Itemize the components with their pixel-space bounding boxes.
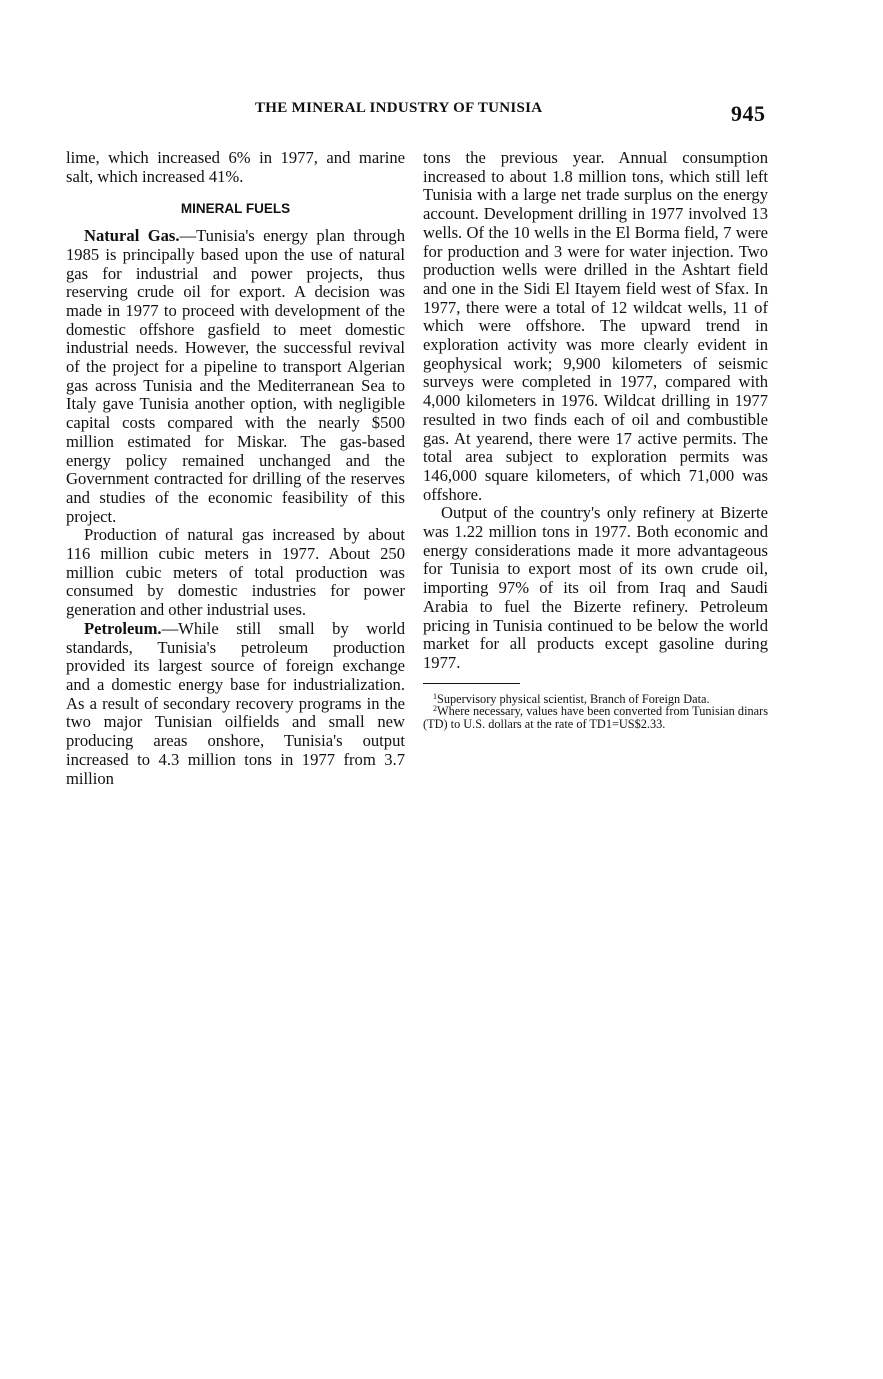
footnote-2-mark: 2 [433, 704, 437, 714]
footnote-2 [423, 705, 768, 730]
right-column [423, 149, 768, 730]
intro-paragraph: lime, which increased 6% in 1977, and marine salt, which increased 41%. [66, 148, 405, 186]
footnote-2-text: Where necessary, values have been converted from Tunisian dinars (TD) to U.S. dollars at the rate of TD1=US$2.33. [423, 704, 768, 731]
natural-gas-paragraph [66, 227, 405, 526]
petroleum-body: —While still small by world standards, Tunisia's petroleum production provided its largest source of foreign exchange and a domestic energy base for industrialization. As a result of secondary recovery programs in the two major Tunisian oilfields and small new producing areas onshore, Tunisia's output increased to 4.3 million tons in 1977 from 3.7 million [66, 618, 405, 788]
running-head: THE MINERAL INDUSTRY OF TUNISIA [255, 100, 543, 116]
page-number: 945 [731, 101, 766, 126]
left-column [66, 149, 405, 788]
petroleum-paragraph [66, 620, 405, 788]
continued-paragraph: tons the previous year. Annual consumption increased to about 1.8 million tons, which still left Tunisia with a large net trade surplus on the energy account. Development drilling in 1977 involved 13 wells. Of the 10 wells in the El Borma field, 7 were for production and 3 were for water injection. Two production wells were drilled in the Ashtart field and one in the Sidi El Itayem field west of Sfax. In 1977, there were a total of 12 wildcat wells, 11 of which were offshore. The upward trend in exploration activity was more clearly evident in geophysical work; 9,900 kilometers of seismic surveys were completed in 1977, compared with 4,000 kilometers in 1976. Wildcat drilling in 1977 resulted in two finds each of oil and combustible gas. At yearend, there were 17 active permits. The total area subject to exploration permits was 146,000 square kilometers, of which 71,000 was offshore. [423, 148, 768, 504]
natural-gas-runin: Natural Gas. [84, 226, 180, 246]
footnote-1-text: Supervisory physical scientist, Branch of Foreign Data. [437, 691, 710, 706]
petroleum-runin: Petroleum. [84, 618, 162, 638]
footnote-divider [423, 683, 520, 684]
natural-gas-body: —Tunisia's energy plan through 1985 is principally based upon the use of natural gas for industrial and power projects, thus reserving crude oil for export. A decision was made in 1977 to proceed with development of the domestic offshore gasfield to meet domestic industrial needs. However, the successful revival of the project for a pipeline to transport Algerian gas across Tunisia and the Mediterranean Sea to Italy gave Tunisia another option, with negligible capital costs compared with the nearly $500 million estimated for Miskar. The gas-based energy policy remained unchanged and the Government contracted for drilling of the reserves and studies of the economic feasibility of this project. [66, 226, 406, 526]
section-heading-mineral-fuels: MINERAL FUELS [180, 201, 291, 217]
gas-production-paragraph: Production of natural gas increased by about 116 million cubic meters in 1977. About 250 million cubic meters of total production was consumed by domestic industries for power generation and other industrial uses. [66, 525, 405, 620]
footnote-1-mark: 1 [433, 691, 437, 701]
refinery-paragraph: Output of the country's only refinery at Bizerte was 1.22 million tons in 1977. Both economic and energy considerations made it more advantageous for Tunisia to export most of its own crude oil, importing 97% of its oil from Iraq and Saudi Arabia to fuel the Bizerte refinery. Petroleum pricing in Tunisia continued to be below the world market for all products except gasoline during 1977. [423, 503, 768, 672]
